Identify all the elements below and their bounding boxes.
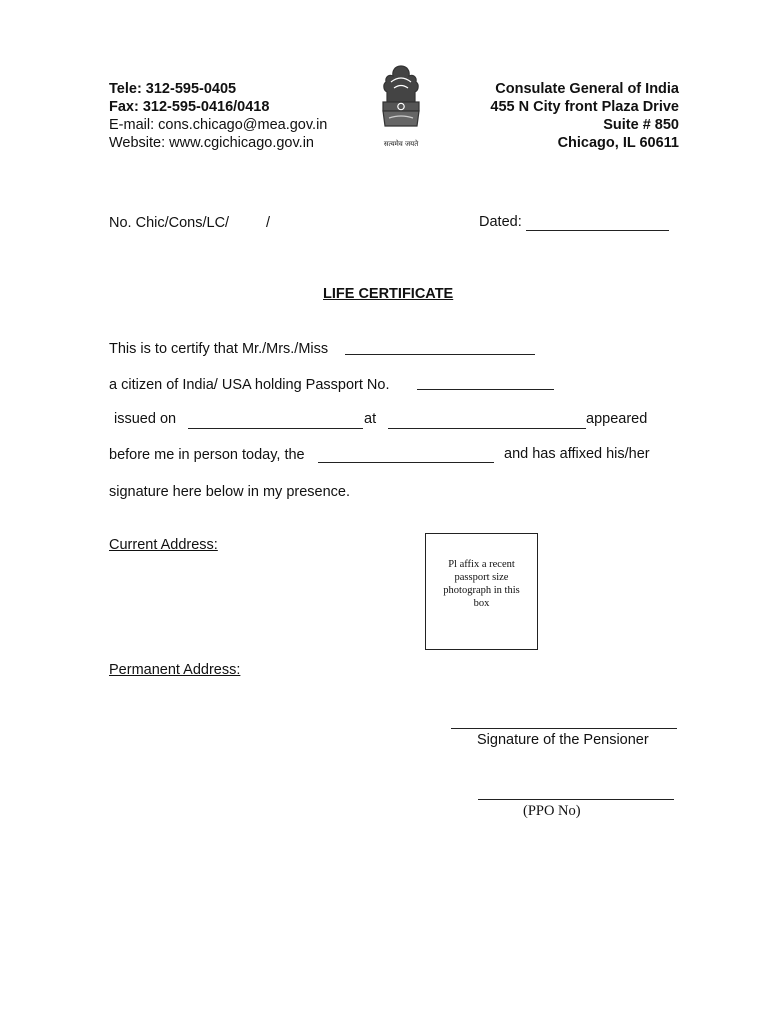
photo-box-instruction: Pl affix a recent passport size photograph in this box (443, 559, 520, 609)
appearance-line-start: before me in person today, the (109, 447, 305, 463)
issue-date-field-line[interactable] (188, 428, 363, 429)
consulate-suite: Suite # 850 (603, 117, 679, 133)
issued-on-label: issued on (114, 411, 177, 427)
signature-presence-line: signature here below in my presence. (109, 484, 350, 500)
consulate-street: 455 N City front Plaza Drive (490, 99, 679, 115)
current-address-label: Current Address: (109, 537, 218, 553)
certify-line: This is to certify that Mr./Mrs./Miss (109, 341, 329, 357)
fax: Fax: 312-595-0416/0418 (109, 99, 270, 115)
emblem-motto: सत्यमेव जयते (383, 140, 419, 148)
certificate-title: LIFE CERTIFICATE (323, 286, 454, 302)
name-field-line[interactable] (345, 354, 535, 355)
appearance-date-field-line[interactable] (318, 462, 494, 463)
telephone: Tele: 312-595-0405 (109, 81, 237, 97)
dated-field-line[interactable] (526, 230, 669, 231)
permanent-address-label: Permanent Address: (109, 662, 241, 678)
website: Website: www.cgichicago.gov.in (109, 135, 314, 151)
signature-label: Signature of the Pensioner (477, 732, 649, 748)
at-label: at (364, 411, 377, 427)
signature-field-line[interactable] (451, 728, 677, 729)
consulate-name: Consulate General of India (495, 81, 679, 97)
reference-separator: / (266, 215, 271, 231)
email: E-mail: cons.chicago@mea.gov.in (109, 117, 328, 133)
citizen-line: a citizen of India/ USA holding Passport No. (109, 377, 390, 393)
issue-place-field-line[interactable] (388, 428, 586, 429)
passport-number-field-line[interactable] (417, 389, 554, 390)
ppo-label: (PPO No) (523, 803, 581, 819)
national-emblem-icon (374, 62, 428, 152)
appearance-line-end: and has affixed his/her (504, 446, 650, 462)
dated-label: Dated: (479, 214, 522, 230)
consulate-city: Chicago, IL 60611 (557, 135, 679, 151)
reference-number-label: No. Chic/Cons/LC/ (109, 215, 230, 231)
photo-box (425, 533, 538, 650)
ppo-field-line[interactable] (478, 799, 674, 800)
appeared-label: appeared (586, 411, 648, 427)
